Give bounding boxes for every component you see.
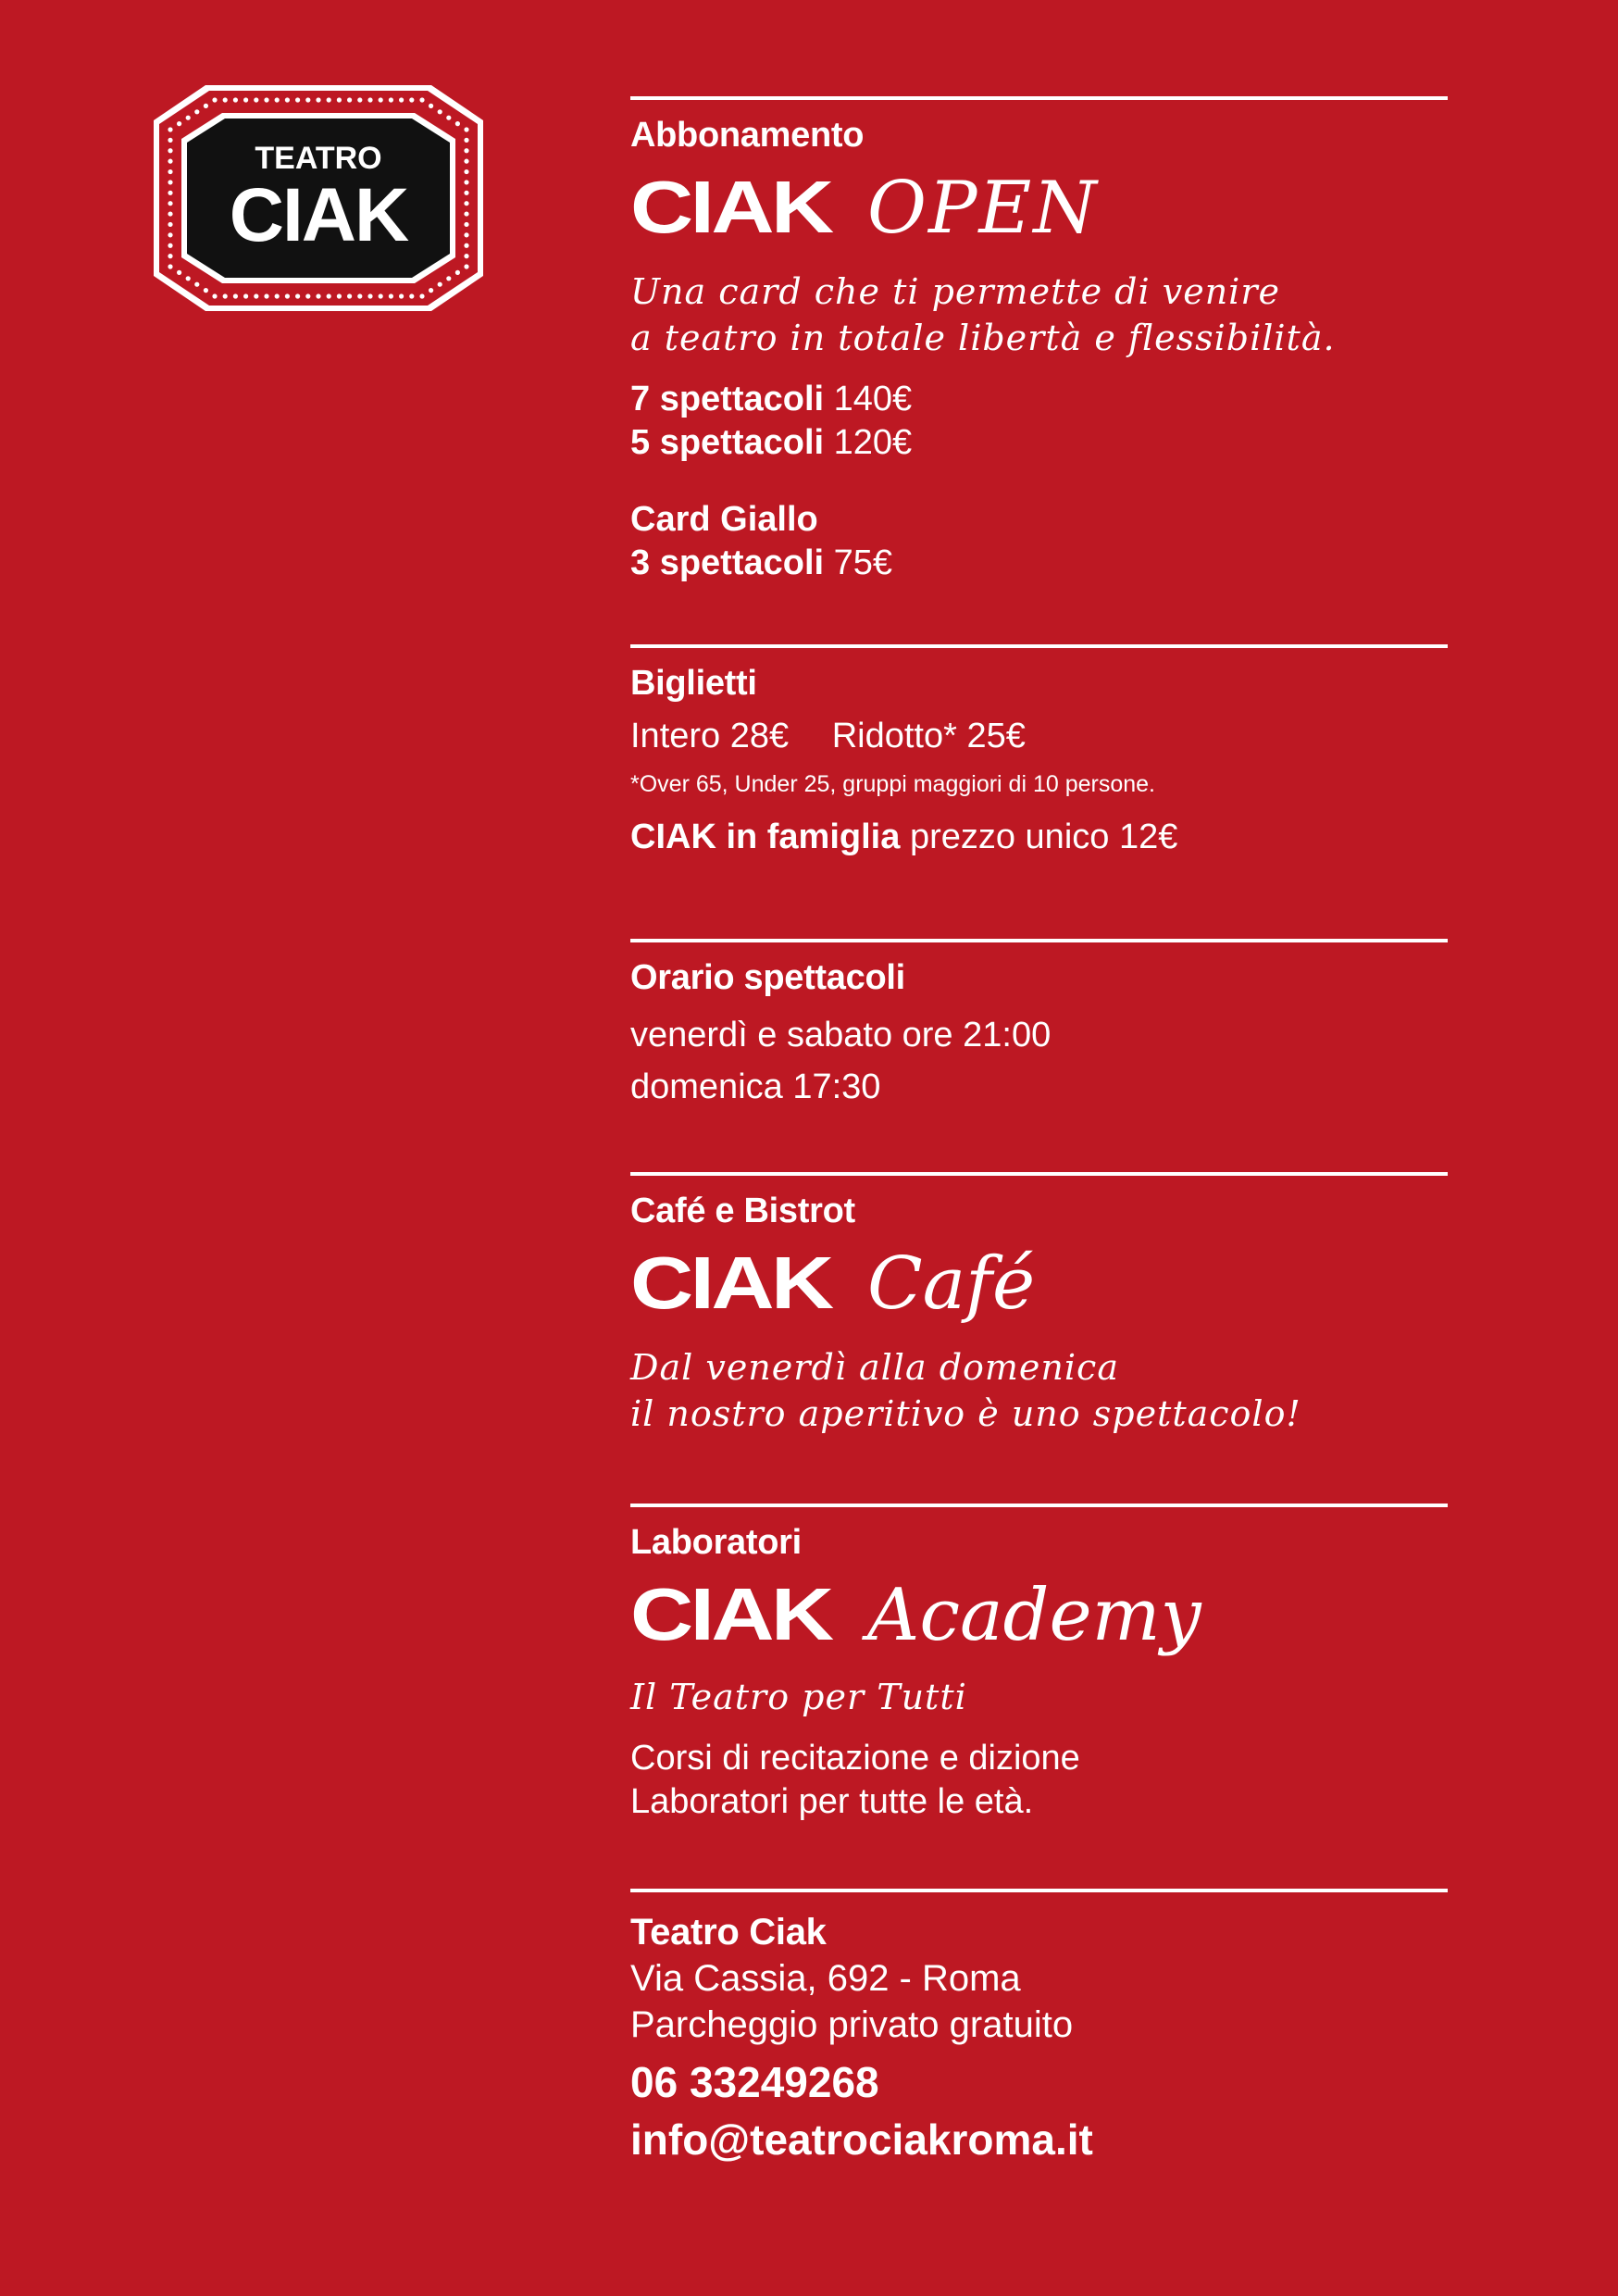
- logo-light-dot: [233, 293, 238, 298]
- logo-light-dot: [168, 159, 172, 164]
- logo-light-dot: [327, 293, 331, 298]
- logo-light-dot: [168, 191, 172, 195]
- logo-teatro-text: TEATRO: [255, 141, 382, 176]
- contatti-phone[interactable]: 06 33249268: [630, 2058, 879, 2106]
- offer-label: 3 spettacoli: [630, 543, 825, 582]
- laboratori-line2: Laboratori per tutte le età.: [630, 1782, 1034, 1821]
- ciak-open-wordmark: [630, 165, 1448, 248]
- logo-light-dot: [275, 293, 280, 298]
- logo-light-dot: [464, 127, 468, 131]
- logo-light-dot: [464, 222, 468, 227]
- logo-light-dot: [464, 211, 468, 216]
- logo-light-dot: [464, 138, 468, 143]
- logo-light-dot: [295, 293, 300, 298]
- logo-light-dot: [285, 293, 290, 298]
- contatti-address: Via Cassia, 692 - Roma: [630, 1958, 1021, 1999]
- logo-light-dot: [223, 293, 228, 298]
- logo-light-dot: [464, 254, 468, 258]
- price-intero: Intero 28€: [630, 717, 790, 755]
- ciak-wordmark: CIAK: [630, 1242, 831, 1324]
- logo-light-dot: [399, 293, 404, 298]
- biglietti-prices: [630, 715, 1448, 758]
- orario-line1: venerdì e sabato ore 21:00: [630, 1016, 1052, 1054]
- card-giallo-title: Card Giallo: [630, 500, 818, 539]
- logo-light-dot: [399, 97, 404, 102]
- logo-light-dot: [168, 180, 172, 184]
- logo-light-dot: [264, 97, 268, 102]
- logo-light-dot: [464, 148, 468, 153]
- logo-light-dot: [168, 232, 172, 237]
- logo-light-dot: [464, 191, 468, 195]
- logo-light-dot: [429, 288, 433, 293]
- price-ridotto: Ridotto* 25€: [831, 717, 1026, 755]
- cafe-tagline-line2: il nostro aperitivo è uno spettacolo!: [630, 1393, 1301, 1434]
- section-biglietti: [630, 663, 1448, 859]
- logo-light-dot: [429, 104, 433, 108]
- logo-light-dot: [464, 264, 468, 268]
- contatti-name: Teatro Ciak: [630, 1912, 827, 1953]
- offer-row: [630, 421, 1448, 465]
- offer-price: 140€: [833, 380, 913, 418]
- logo-light-dot: [438, 109, 442, 114]
- logo-light-dot: [409, 293, 414, 298]
- logo-light-dot: [316, 293, 320, 298]
- abbonamento-offers: [630, 378, 1448, 465]
- logo-light-dot: [455, 270, 460, 275]
- abbonamento-tagline-line1: Una card che ti permette di venire: [630, 271, 1280, 312]
- logo-light-dot: [464, 180, 468, 184]
- logo-light-dot: [357, 97, 362, 102]
- logo-light-dot: [177, 121, 181, 126]
- logo-light-dot: [464, 243, 468, 248]
- card-giallo-offer: [630, 542, 1448, 585]
- offer-label: 7 spettacoli: [630, 380, 825, 418]
- logo-light-dot: [186, 276, 191, 281]
- divider-contatti: [630, 1889, 1448, 1892]
- logo-light-dot: [168, 148, 172, 153]
- logo-light-dot: [177, 270, 181, 275]
- section-laboratori: [630, 1522, 1448, 1824]
- orario-line2: domenica 17:30: [630, 1067, 881, 1106]
- logo-light-dot: [254, 293, 258, 298]
- cafe-tagline-line1: Dal venerdì alla domenica: [630, 1347, 1119, 1388]
- logo-light-dot: [379, 293, 383, 298]
- divider-cafe: [630, 1172, 1448, 1176]
- logo-light-dot: [243, 97, 248, 102]
- laboratori-kicker: Laboratori: [630, 1523, 802, 1562]
- logo-light-dot: [168, 169, 172, 174]
- contatti-parking: Parcheggio privato gratuito: [630, 2004, 1074, 2045]
- logo-light-dot: [389, 97, 393, 102]
- logo-light-dot: [419, 293, 424, 298]
- logo-light-dot: [389, 293, 393, 298]
- logo-light-dot: [409, 97, 414, 102]
- logo-light-dot: [337, 97, 342, 102]
- open-wordmark: OPEN: [867, 167, 1099, 250]
- laboratori-tagline: Il Teatro per Tutti: [630, 1677, 967, 1717]
- logo-light-dot: [464, 159, 468, 164]
- logo-light-dot: [438, 282, 442, 287]
- orario-kicker: Orario spettacoli: [630, 958, 905, 997]
- divider-laboratori: [630, 1504, 1448, 1507]
- logo-light-dot: [168, 201, 172, 206]
- logo-light-dot: [233, 97, 238, 102]
- logo-light-dot: [367, 97, 372, 102]
- famiglia-label: CIAK in famiglia: [630, 817, 901, 856]
- offer-price: 120€: [833, 423, 913, 462]
- divider-orario: [630, 939, 1448, 942]
- offer-row: [630, 378, 1448, 421]
- logo-ciak-text: CIAK: [229, 173, 408, 257]
- contatti-email[interactable]: info@teatrociakroma.it: [630, 2115, 1093, 2164]
- logo-light-dot: [168, 211, 172, 216]
- logo-light-dot: [212, 97, 217, 102]
- logo-light-dot: [446, 276, 451, 281]
- ciak-cafe-wordmark: [630, 1241, 1448, 1324]
- ciak-wordmark: CIAK: [630, 166, 831, 248]
- laboratori-line1: Corsi di recitazione e dizione: [630, 1739, 1080, 1778]
- offer-label: 5 spettacoli: [630, 423, 825, 462]
- logo-light-dot: [295, 97, 300, 102]
- logo-light-dot: [254, 97, 258, 102]
- ciak-famiglia: [630, 816, 1448, 859]
- biglietti-kicker: Biglietti: [630, 664, 757, 703]
- card-giallo: [630, 498, 1448, 585]
- logo-light-dot: [419, 97, 424, 102]
- logo-light-dot: [367, 293, 372, 298]
- cafe-kicker: Café e Bistrot: [630, 1192, 855, 1230]
- logo-light-dot: [168, 254, 172, 258]
- section-orario: [630, 957, 1448, 1113]
- logo-light-dot: [275, 97, 280, 102]
- logo-light-dot: [212, 293, 217, 298]
- logo-light-dot: [347, 293, 352, 298]
- logo-light-dot: [464, 201, 468, 206]
- logo-light-dot: [446, 116, 451, 120]
- abbonamento-kicker: Abbonamento: [630, 116, 865, 155]
- logo-light-dot: [168, 222, 172, 227]
- logo-light-dot: [327, 97, 331, 102]
- famiglia-price: prezzo unico 12€: [909, 817, 1178, 856]
- abbonamento-tagline-line2: a teatro in totale libertà e flessibilità.: [630, 318, 1336, 358]
- logo-light-dot: [337, 293, 342, 298]
- logo-light-dot: [204, 104, 208, 108]
- logo-light-dot: [194, 109, 199, 114]
- logo-light-dot: [464, 232, 468, 237]
- logo-light-dot: [285, 97, 290, 102]
- section-contatti: [630, 1909, 1448, 2168]
- logo-light-dot: [186, 116, 191, 120]
- logo-light-dot: [243, 293, 248, 298]
- cafe-wordmark: Café: [867, 1242, 1036, 1326]
- offer-price: 75€: [833, 543, 893, 582]
- teatro-ciak-logo: [148, 83, 489, 313]
- logo-light-dot: [455, 121, 460, 126]
- logo-light-dot: [305, 97, 310, 102]
- section-abbonamento: [630, 115, 1448, 585]
- logo-light-dot: [357, 293, 362, 298]
- logo-light-dot: [316, 97, 320, 102]
- logo-light-dot: [204, 288, 208, 293]
- ridotto-note: *Over 65, Under 25, gruppi maggiori di 10 persone.: [630, 771, 1155, 797]
- logo-light-dot: [168, 243, 172, 248]
- logo-light-dot: [264, 293, 268, 298]
- ciak-academy-wordmark: [630, 1572, 1448, 1655]
- logo-light-dot: [168, 138, 172, 143]
- logo-light-dot: [305, 293, 310, 298]
- section-cafe: [630, 1191, 1448, 1437]
- divider-biglietti: [630, 644, 1448, 648]
- ciak-wordmark: CIAK: [630, 1573, 831, 1655]
- logo-light-dot: [194, 282, 199, 287]
- logo-light-dot: [464, 169, 468, 174]
- academy-wordmark: Academy: [867, 1574, 1201, 1657]
- logo-light-dot: [168, 127, 172, 131]
- logo-light-dot: [168, 264, 172, 268]
- divider-abbonamento: [630, 96, 1448, 100]
- logo-light-dot: [379, 97, 383, 102]
- logo-light-dot: [347, 97, 352, 102]
- logo-light-dot: [223, 97, 228, 102]
